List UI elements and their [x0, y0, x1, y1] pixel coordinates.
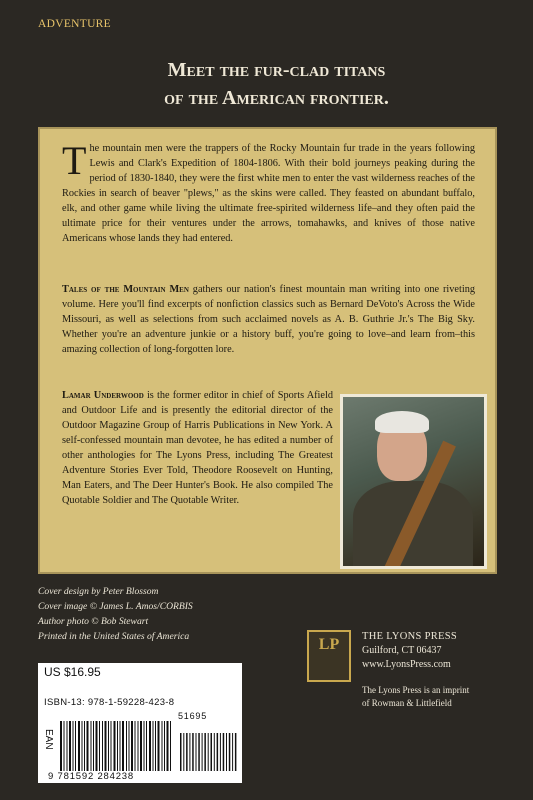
publisher-note-line-1: The Lyons Press is an imprint	[362, 685, 470, 695]
photo-hair-shape	[375, 411, 429, 433]
publisher-name: THE LYONS PRESS	[362, 631, 458, 642]
headline	[40, 56, 513, 112]
headline-line-1: Meet the fur-clad titans	[167, 59, 386, 81]
barcode-addon-number: 51695	[178, 711, 208, 721]
isbn: ISBN-13: 978-1-59228-423-8	[44, 697, 175, 708]
barcode-number: 9 781592 284238	[48, 771, 134, 782]
author-bio-text: is the former editor in chief of Sports Afield and Outdoor Life and is presently the editorial director of the Outdoor Magazine Group of Harris Publications in New York. A self-confessed mountain man devotee, he has edited a number of other anthologies for The Lyons Press, including The Greatest Adventure Stories Ever Told, Theodore Roosevelt on Hunting, Man Eaters, and The Deer Hunter's Book. He also compiled The Quotable Soldier and The Quotable Writer.	[62, 390, 333, 506]
publisher-info	[362, 630, 457, 672]
author-name: Lamar Underwood	[62, 390, 144, 401]
publisher-url: www.LyonsPress.com	[362, 659, 451, 670]
category-label: ADVENTURE	[38, 18, 111, 30]
drop-cap: T	[62, 138, 87, 183]
book-title: Tales of the Mountain Men	[62, 284, 189, 295]
publisher-note-line-2: of Rowman & Littlefield	[362, 698, 452, 708]
ean-label: EAN	[43, 729, 54, 750]
barcode-box	[38, 663, 242, 783]
headline-line-2: of the American frontier.	[164, 87, 389, 109]
credit-line: Printed in the United States of America	[38, 631, 190, 642]
credit-line: Author photo © Bob Stewart	[38, 616, 149, 627]
description-paragraph-1	[62, 138, 475, 246]
author-bio	[62, 388, 333, 508]
publisher-logo: LP	[307, 630, 351, 682]
credits	[38, 584, 193, 644]
credit-line: Cover design by Peter Blossom	[38, 586, 159, 597]
description-paragraph-2	[62, 282, 475, 357]
paragraph-1-text: he mountain men were the trappers of the Rocky Mountain fur trade in the years following Lewis and Clark's Expedition of 1804-1806. With their bold journeys peaking during the period of 1830-1840, they were the first white men to enter the vast wilderness reaches of the Rockies in search of beaver "plews," as the skins were called. They feasted on abundant buffalo, elk, and other game while living the ultimate free-spirited wilderness life–and they often paid the ultimate price for their ventures under the arrows, tomahawks, and knives of those native Americans whose lands they had entered.	[62, 143, 475, 244]
paragraph-2-text: gathers our nation's finest mountain man writing into one riveting volume. Here you'll find excerpts of nonfiction classics such as Bernard DeVoto's Across the Wide Missouri, as well as selections from such acclaimed novels as A. B. Guthrie Jr.'s The Big Sky. Whether you're an adventure junkie or a history buff, you're going to love–and learn from–this amazing collection of long-forgotten lore.	[62, 284, 475, 355]
description-panel	[38, 127, 497, 574]
barcode-icon	[60, 721, 240, 771]
credit-line: Cover image © James L. Amos/CORBIS	[38, 601, 193, 612]
price: US $16.95	[44, 665, 101, 679]
publisher-city: Guilford, CT 06437	[362, 645, 442, 656]
author-photo	[340, 394, 487, 569]
publisher-imprint-note	[362, 684, 469, 710]
